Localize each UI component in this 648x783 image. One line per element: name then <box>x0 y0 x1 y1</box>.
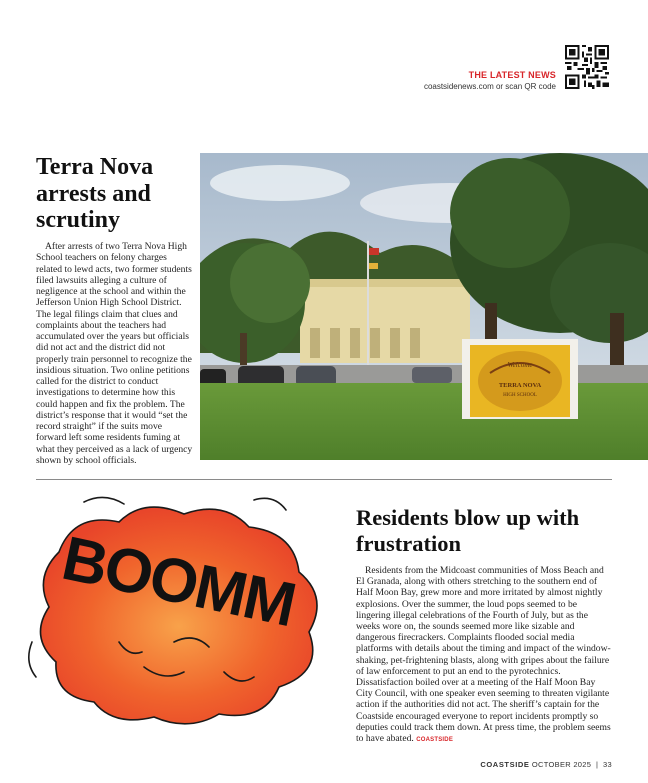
footer-page-number: 33 <box>603 760 612 769</box>
story2-headline: Residents blow up with frustration <box>356 505 580 556</box>
qr-code-icon[interactable] <box>565 45 609 89</box>
story1-headline: Terra Nova arrests and scrutiny <box>36 154 154 233</box>
boom-word: BOOMM <box>56 523 301 641</box>
terra-nova-photo <box>200 153 648 460</box>
story2-body <box>356 565 613 746</box>
footer-issue: OCTOBER 2025 <box>531 760 592 769</box>
footer-page-separator: | <box>593 760 601 769</box>
coastside-end-mark: COASTSIDE <box>416 737 454 744</box>
latest-news-block <box>424 70 556 92</box>
sign-welcome: Welcome <box>507 361 533 369</box>
page-footer <box>480 760 612 769</box>
footer-brand: COASTSIDE <box>480 760 530 769</box>
latest-news-url[interactable]: coastsidenews.com or scan QR code <box>423 82 556 91</box>
sign-school-name: TERRA NOVA <box>498 382 542 389</box>
section-divider <box>36 479 612 480</box>
latest-news-title: THE LATEST NEWS <box>468 70 556 80</box>
boom-illustration <box>24 492 336 728</box>
story2-body-text: Residents from the Midcoast communities of Moss Beach and El Granada, along with others stretching to the southern end of Half Moon Bay, grew more and more irritated by almost nightly explosions. Over the summer, the loud pops seemed to be lingering illegal celebrations of the Fourth of July, but as the weeks wore on, the sounds seemed more like sizable and dangerous firecrackers. Complaints flooded social media platforms with details about the timing and impact of the window-shaking, pet-frightening blasts, along with gripes about the failure of law enforcement to put an end to the pyrotechnics. Dissatisfaction boiled over at a meeting of the Half Moon Bay City Council, with one speaker even seeming to threaten vigilante action if the authorities did not act. The sheriff’s captain for the Coastside encouraged everyone to report incidents promptly so deputies could track them down. At press time, the problem seems to have abated. <box>356 565 611 745</box>
sign-school-type: HIGH SCHOOL <box>503 393 537 398</box>
story1-body: After arrests of two Terra Nova High School teachers on felony charges related to lewd acts, two former students filed lawsuits alleging a culture of negligence at the school and within the Jefferson Union High School District. The legal filings claim that clues and complaints about the teachers had accumulated over the years but officials did not act and the district did not properly train personnel to recognize the insidious situation. Two online petitions called for the district to conduct investigations to determine how this could happen and fix the problem. The district’s response that it would “set the record straight” if the suits move forward left some residents fuming at what they perceived as a lack of urgency shown by school officials. <box>36 241 193 466</box>
